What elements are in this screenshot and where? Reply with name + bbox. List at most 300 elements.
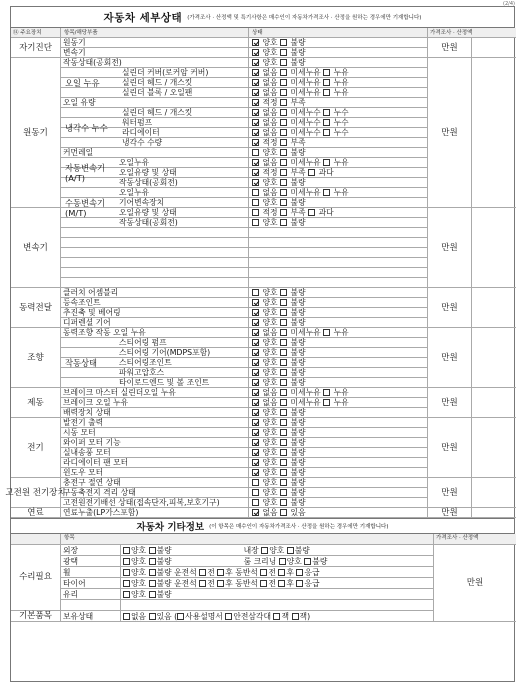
checkbox-exists-r42[interactable] xyxy=(280,509,287,516)
checkbox-none-r42[interactable] xyxy=(252,509,259,516)
checkbox-minor_leak-r30[interactable] xyxy=(280,389,287,396)
checkbox-good-r41[interactable] xyxy=(252,499,259,506)
option-label-proper: 적정 xyxy=(262,168,278,177)
item-r40: 구동축전지 격리 상태 xyxy=(61,488,249,498)
option-label-good: 양호 xyxy=(262,48,278,57)
checkbox-minor_leak-r4[interactable] xyxy=(280,69,287,76)
checkbox-excess-r14[interactable] xyxy=(308,169,315,176)
checkbox-good-r3[interactable] xyxy=(252,59,259,66)
checkbox-good-r34[interactable] xyxy=(252,429,259,436)
option-label-bad: 불량 xyxy=(290,58,306,67)
checkbox-good-r32[interactable] xyxy=(252,409,259,416)
checkbox-none-r31[interactable] xyxy=(252,399,259,406)
checkbox-bad-r36[interactable] xyxy=(280,449,287,456)
item-r39: 충전구 절연 상태 xyxy=(61,478,249,488)
option-label-short: 부족 xyxy=(290,208,306,217)
option-label-minor_leak: 미세누유 xyxy=(290,328,321,337)
status-options xyxy=(249,348,428,358)
checkbox-bad-r37[interactable] xyxy=(280,459,287,466)
option-label-bad: 불량 xyxy=(290,218,306,227)
option-label-exists: 있음 xyxy=(156,612,172,621)
item-r15: 작동상태(공회전) xyxy=(61,178,249,188)
checkbox-good-r1[interactable] xyxy=(252,39,259,46)
option-label-leak: 누유 xyxy=(333,88,349,97)
checkbox-proper-r18[interactable] xyxy=(252,209,259,216)
option-label-minor_seep: 미세누수 xyxy=(290,128,321,137)
status-options xyxy=(249,488,428,498)
option-label-bad: 불량 xyxy=(156,590,172,599)
option-label-bad: 불량 xyxy=(290,488,306,497)
checkbox-proper-r11[interactable] xyxy=(252,139,259,146)
checkbox-good-r2[interactable] xyxy=(252,49,259,56)
spacer-status xyxy=(249,248,428,258)
checkbox-minor_leak-r24[interactable] xyxy=(280,329,287,336)
checkbox-spanner[interactable] xyxy=(292,613,299,620)
option-label-good: 양호 xyxy=(262,178,278,187)
checkbox-bad-r27[interactable] xyxy=(280,359,287,366)
detail-status-table xyxy=(5,28,514,518)
checkbox-good-r26[interactable] xyxy=(252,349,259,356)
checkbox-minor_seep-r10[interactable] xyxy=(280,129,287,136)
cost-extra-hv xyxy=(472,478,516,508)
option-label-bad: 불량 xyxy=(290,288,306,297)
cost-transmission: 만원 xyxy=(428,208,472,288)
option-label-minor_leak: 미세누유 xyxy=(290,388,321,397)
checkbox-leak-r24[interactable] xyxy=(323,329,330,336)
option-label-none: 없음 xyxy=(262,328,278,337)
checkbox-seep-r10[interactable] xyxy=(323,129,330,136)
option-label-short: 부족 xyxy=(290,138,306,147)
option-label-bad: 불량 xyxy=(290,418,306,427)
item-r20: 클러치 어셈블리 xyxy=(61,288,249,298)
checkbox-good-room_clean[interactable] xyxy=(279,558,286,565)
cost-electric: 만원 xyxy=(428,418,472,478)
item-r32: 배력장치 상태 xyxy=(61,408,249,418)
checkbox-good-r28[interactable] xyxy=(252,369,259,376)
option-label-minor_leak: 미세누유 xyxy=(290,68,321,77)
checkbox-rear-tire-passenger[interactable] xyxy=(278,580,285,587)
item-r31: 브레이크 오일 누유 xyxy=(61,398,249,408)
option-label-none: 없음 xyxy=(262,398,278,407)
option-label-good: 양호 xyxy=(262,478,278,487)
item-r21: 등속조인트 xyxy=(61,298,249,308)
checkbox-bad-r39[interactable] xyxy=(280,479,287,486)
option-label-leak: 누유 xyxy=(333,68,349,77)
checkbox-minor_leak-r6[interactable] xyxy=(280,89,287,96)
checkbox-good-r19[interactable] xyxy=(252,219,259,226)
checkbox-good-r39[interactable] xyxy=(252,479,259,486)
checkbox-bad-r32[interactable] xyxy=(280,409,287,416)
checkbox-rear-tire-driver[interactable] xyxy=(217,580,224,587)
item-r8: 실린더 헤드 / 개스킷 xyxy=(61,108,249,118)
option-label-bad: 불량 xyxy=(290,348,306,357)
status-options xyxy=(249,458,428,468)
item-r30: 브레이크 마스터 실린더오일 누유 xyxy=(61,388,249,398)
label-spare: 응급 xyxy=(304,568,320,577)
subgroup-oil_leak: 오일 누유 xyxy=(61,68,121,98)
label-driver-side: 운전석 xyxy=(174,579,197,588)
option-label-good: 양호 xyxy=(131,590,147,599)
cost-extra-selfdiag xyxy=(472,38,516,58)
option-label-none: 없음 xyxy=(262,158,278,167)
status-options xyxy=(249,338,428,348)
item-r7: 오일 유량 xyxy=(61,98,249,108)
option-label-none: 없음 xyxy=(262,388,278,397)
option-label-bad: 불량 xyxy=(290,468,306,477)
option-label-leak: 누유 xyxy=(333,398,349,407)
status-options xyxy=(249,168,428,178)
checkbox-none-r9[interactable] xyxy=(252,119,259,126)
checkbox-minor_leak-r16[interactable] xyxy=(280,189,287,196)
cost-extra-brake xyxy=(472,388,516,418)
status-options xyxy=(249,408,428,418)
option-label-none: 없음 xyxy=(262,68,278,77)
option-label-none: 없음 xyxy=(262,88,278,97)
checkbox-bad-r33[interactable] xyxy=(280,419,287,426)
spacer-item xyxy=(61,228,249,238)
checkbox-good-r12[interactable] xyxy=(252,149,259,156)
checkbox-good-r33[interactable] xyxy=(252,419,259,426)
cost-engine: 만원 xyxy=(428,58,472,208)
label-passenger-side: 동반석 xyxy=(235,568,258,577)
spacer-item xyxy=(61,238,249,248)
checkbox-bad-r28[interactable] xyxy=(280,369,287,376)
option-label-good: 양호 xyxy=(131,557,147,566)
item-r2: 변속기 xyxy=(61,48,249,58)
checkbox-front-wheel-driver[interactable] xyxy=(199,569,206,576)
others-options-wheel xyxy=(121,567,434,578)
others-basic-items: 기본품목 xyxy=(11,611,61,622)
checkbox-good-tire[interactable] xyxy=(123,580,130,587)
status-options xyxy=(249,288,428,298)
checkbox-good-r23[interactable] xyxy=(252,319,259,326)
cost-extra-engine xyxy=(472,58,516,208)
cost-extra-transmission xyxy=(472,208,516,288)
checkbox-bad-r17[interactable] xyxy=(280,199,287,206)
option-label-bad: 불량 xyxy=(290,308,306,317)
subgroup-auto_trans: 자동변속기 (A/T) xyxy=(61,158,121,188)
checkbox-none-r13[interactable] xyxy=(252,159,259,166)
checkbox-retention-exists[interactable] xyxy=(149,613,156,620)
option-label-minor_seep: 미세누수 xyxy=(290,108,321,117)
item-r41: 고전원전기배선 상태(접속단자,피복,보호기구) xyxy=(61,498,249,508)
checkbox-bad-r35[interactable] xyxy=(280,439,287,446)
option-label-bad: 불량 xyxy=(290,458,306,467)
option-label-good: 양호 xyxy=(262,408,278,417)
section-title xyxy=(11,7,514,28)
others-item-exterior: 외장 xyxy=(61,545,121,556)
checkbox-bad-exterior[interactable] xyxy=(149,547,156,554)
option-label-good: 양호 xyxy=(262,58,278,67)
checkbox-bad-wheel[interactable] xyxy=(149,569,156,576)
checkbox-bad-tire[interactable] xyxy=(149,580,156,587)
option-label-proper: 적정 xyxy=(262,208,278,217)
checkbox-short-r11[interactable] xyxy=(280,139,287,146)
cost-hv: 만원 xyxy=(428,478,472,508)
option-label-good: 양호 xyxy=(262,318,278,327)
checkbox-bad-r22[interactable] xyxy=(280,309,287,316)
category-hv: 고전원 전기장치 xyxy=(11,478,61,508)
option-label-good: 양호 xyxy=(262,458,278,467)
checkbox-good-gloss[interactable] xyxy=(123,558,130,565)
item-r9: 워터펌프 xyxy=(61,118,249,128)
item-r19: 작동상태(공회전) xyxy=(61,218,249,228)
checkbox-bad-gloss[interactable] xyxy=(149,558,156,565)
others-options-glass xyxy=(121,589,434,600)
label-manual: 사용설명서 xyxy=(185,612,223,621)
checkbox-good-glass[interactable] xyxy=(123,591,130,598)
status-options xyxy=(249,328,428,338)
option-label-good: 양호 xyxy=(131,546,147,555)
option-label-bad: 불량 xyxy=(290,178,306,187)
status-options xyxy=(249,358,428,368)
option-label-bad: 불량 xyxy=(290,408,306,417)
option-label-minor_leak: 미세누유 xyxy=(290,188,321,197)
checkbox-bad-r19[interactable] xyxy=(280,219,287,226)
checkbox-manual[interactable] xyxy=(177,613,184,620)
checkbox-bad-r15[interactable] xyxy=(280,179,287,186)
status-options xyxy=(249,398,428,408)
item-r29: 타이로드엔드 및 볼 조인트 xyxy=(61,378,249,388)
option-label-good: 양호 xyxy=(262,148,278,157)
others-item-room_clean: 룸 크리닝 xyxy=(243,557,277,566)
checkbox-bad-glass[interactable] xyxy=(149,591,156,598)
detail-status-title: 자동차 세부상태 xyxy=(103,11,183,24)
checkbox-rear-wheel-driver[interactable] xyxy=(217,569,224,576)
label-jack: 잭 xyxy=(281,612,290,621)
checkbox-minor_leak-r13[interactable] xyxy=(280,159,287,166)
item-r4: 실린더 커버(로커암 커버) xyxy=(61,68,249,78)
label-spare: 응급 xyxy=(304,579,320,588)
status-options xyxy=(249,368,428,378)
others-item-wheel: 휠 xyxy=(61,567,121,578)
option-label-exists: 있음 xyxy=(290,508,306,517)
checkbox-none-r6[interactable] xyxy=(252,89,259,96)
status-options xyxy=(249,188,428,198)
option-label-good: 양호 xyxy=(262,418,278,427)
checkbox-good-r29[interactable] xyxy=(252,379,259,386)
checkbox-proper-r7[interactable] xyxy=(252,99,259,106)
option-label-good: 양호 xyxy=(262,378,278,387)
checkbox-bad-r25[interactable] xyxy=(280,339,287,346)
checkbox-bad-r29[interactable] xyxy=(280,379,287,386)
checkbox-none-r4[interactable] xyxy=(252,69,259,76)
checkbox-good-r21[interactable] xyxy=(252,299,259,306)
checkbox-leak-r31[interactable] xyxy=(323,399,330,406)
option-label-bad: 불량 xyxy=(290,368,306,377)
option-label-bad: 불량 xyxy=(290,48,306,57)
checkbox-leak-r4[interactable] xyxy=(323,69,330,76)
subgroup-manual_trans: 수동변속기 (M/T) xyxy=(61,188,121,228)
checkbox-none-r10[interactable] xyxy=(252,129,259,136)
vehicle-detail-form xyxy=(5,6,515,682)
label-driver-side: 운전석 xyxy=(174,568,197,577)
checkbox-leak-r6[interactable] xyxy=(323,89,330,96)
checkbox-minor_leak-r31[interactable] xyxy=(280,399,287,406)
checkbox-minor_leak-r5[interactable] xyxy=(280,79,287,86)
checkbox-good-r27[interactable] xyxy=(252,359,259,366)
checkbox-leak-r16[interactable] xyxy=(323,189,330,196)
checkbox-good-exterior[interactable] xyxy=(123,547,130,554)
checkbox-rear-wheel-passenger[interactable] xyxy=(278,569,285,576)
item-r12: 커먼레일 xyxy=(61,148,249,158)
subgroup-coolant_leak: 냉각수 누수 xyxy=(61,108,121,148)
checkbox-bad-r3[interactable] xyxy=(280,59,287,66)
others-item-retention: 보유상태 xyxy=(61,611,121,622)
checkbox-good-r35[interactable] xyxy=(252,439,259,446)
label-triangle: 안전삼각대 xyxy=(233,612,271,621)
checkbox-none-r30[interactable] xyxy=(252,389,259,396)
status-options xyxy=(249,78,428,88)
checkbox-seep-r9[interactable] xyxy=(323,119,330,126)
checkbox-none-r24[interactable] xyxy=(252,329,259,336)
others-item-glass: 유리 xyxy=(61,589,121,600)
option-label-none: 없음 xyxy=(262,188,278,197)
status-options xyxy=(249,318,428,328)
item-r14: 오일유량 및 상태 xyxy=(61,168,249,178)
option-label-short: 부족 xyxy=(290,98,306,107)
option-label-none: 없음 xyxy=(131,612,147,621)
checkbox-leak-r13[interactable] xyxy=(323,159,330,166)
checkbox-bad-r41[interactable] xyxy=(280,499,287,506)
checkbox-good-r17[interactable] xyxy=(252,199,259,206)
others-header-cost: 가격조사 · 산정액 xyxy=(434,534,516,545)
checkbox-bad-r26[interactable] xyxy=(280,349,287,356)
checkbox-bad-r34[interactable] xyxy=(280,429,287,436)
checkbox-bad-r1[interactable] xyxy=(280,39,287,46)
option-label-leak: 누유 xyxy=(333,188,349,197)
checkbox-good-r36[interactable] xyxy=(252,449,259,456)
checkbox-bad-r12[interactable] xyxy=(280,149,287,156)
checkbox-bad-r2[interactable] xyxy=(280,49,287,56)
option-label-bad: 불량 xyxy=(290,298,306,307)
option-label-leak: 누유 xyxy=(333,388,349,397)
label-front: 전 xyxy=(207,568,215,577)
option-label-bad: 불량 xyxy=(290,358,306,367)
cost-selfdiag: 만원 xyxy=(428,38,472,58)
checkbox-short-r18[interactable] xyxy=(280,209,287,216)
checkbox-proper-r14[interactable] xyxy=(252,169,259,176)
spacer-status xyxy=(249,238,428,248)
checkbox-good-wheel[interactable] xyxy=(123,569,130,576)
checkbox-short-r7[interactable] xyxy=(280,99,287,106)
checkbox-spare-tire[interactable] xyxy=(296,580,303,587)
item-r17: 기어변속장치 xyxy=(61,198,249,208)
option-label-seep: 누수 xyxy=(333,108,349,117)
checkbox-bad-r23[interactable] xyxy=(280,319,287,326)
checkbox-bad-room_clean[interactable] xyxy=(304,558,311,565)
checkbox-leak-r5[interactable] xyxy=(323,79,330,86)
checkbox-good-r22[interactable] xyxy=(252,309,259,316)
checkbox-good-r38[interactable] xyxy=(252,469,259,476)
checkbox-short-r14[interactable] xyxy=(280,169,287,176)
option-label-good: 양호 xyxy=(262,368,278,377)
option-label-bad: 불량 xyxy=(290,378,306,387)
checkbox-front-wheel-passenger[interactable] xyxy=(260,569,267,576)
checkbox-good-r37[interactable] xyxy=(252,459,259,466)
status-options xyxy=(249,418,428,428)
option-label-good: 양호 xyxy=(262,288,278,297)
item-r37: 라디에이터 팬 모터 xyxy=(61,458,249,468)
option-label-leak: 누유 xyxy=(333,78,349,87)
checkbox-bad-interior[interactable] xyxy=(287,547,294,554)
checkbox-bad-r38[interactable] xyxy=(280,469,287,476)
item-r18: 오일유량 및 상태 xyxy=(61,208,249,218)
others-header-item: 항목 xyxy=(61,534,434,545)
checkbox-minor_seep-r8[interactable] xyxy=(280,109,287,116)
option-label-good: 양호 xyxy=(262,218,278,227)
others-options-gloss xyxy=(121,556,434,567)
category-power: 동력전달 xyxy=(11,288,61,328)
status-options xyxy=(249,468,428,478)
option-label-proper: 적정 xyxy=(262,98,278,107)
other-info-table xyxy=(11,534,514,622)
checkbox-good-r15[interactable] xyxy=(252,179,259,186)
others-item-gloss: 광택 xyxy=(61,556,121,567)
checkbox-none-r5[interactable] xyxy=(252,79,259,86)
spacer-item xyxy=(61,278,249,288)
label-rear: 후 xyxy=(225,568,233,577)
option-label-bad: 불량 xyxy=(312,557,328,566)
checkbox-bad-r20[interactable] xyxy=(280,289,287,296)
spacer-status xyxy=(249,258,428,268)
checkbox-good-r20[interactable] xyxy=(252,289,259,296)
checkbox-minor_seep-r9[interactable] xyxy=(280,119,287,126)
checkbox-excess-r18[interactable] xyxy=(308,209,315,216)
page-number: (2/4) xyxy=(503,1,515,7)
option-label-seep: 누수 xyxy=(333,118,349,127)
option-label-good: 양호 xyxy=(131,579,147,588)
option-label-minor_seep: 미세누수 xyxy=(290,118,321,127)
label-passenger-side: 동반석 xyxy=(235,579,258,588)
checkbox-front-tire-driver[interactable] xyxy=(199,580,206,587)
status-options xyxy=(249,508,428,518)
option-label-none: 없음 xyxy=(262,118,278,127)
item-r1: 원동기 xyxy=(61,38,249,48)
checkbox-jack[interactable] xyxy=(273,613,280,620)
option-label-good: 양호 xyxy=(262,38,278,47)
option-label-none: 없음 xyxy=(262,78,278,87)
checkbox-spare-wheel[interactable] xyxy=(296,569,303,576)
status-options xyxy=(249,38,428,48)
status-options xyxy=(249,158,428,168)
checkbox-good-r25[interactable] xyxy=(252,339,259,346)
option-label-bad: 불량 xyxy=(156,568,172,577)
checkbox-seep-r8[interactable] xyxy=(323,109,330,116)
status-options xyxy=(249,138,428,148)
status-options xyxy=(249,88,428,98)
checkbox-triangle[interactable] xyxy=(225,613,232,620)
checkbox-good-interior[interactable] xyxy=(261,547,268,554)
header-cost: 가격조사 · 산정액 xyxy=(428,28,516,38)
checkbox-bad-r21[interactable] xyxy=(280,299,287,306)
category-brake: 제동 xyxy=(11,388,61,418)
checkbox-leak-r30[interactable] xyxy=(323,389,330,396)
item-r16: 오일누유 xyxy=(61,188,249,198)
checkbox-good-r40[interactable] xyxy=(252,489,259,496)
checkbox-front-tire-passenger[interactable] xyxy=(260,580,267,587)
option-label-bad: 불량 xyxy=(290,498,306,507)
option-label-good: 양호 xyxy=(262,468,278,477)
status-options xyxy=(249,218,428,228)
option-label-bad: 불량 xyxy=(294,546,310,555)
checkbox-none-r8[interactable] xyxy=(252,109,259,116)
checkbox-bad-r40[interactable] xyxy=(280,489,287,496)
checkbox-none-r16[interactable] xyxy=(252,189,259,196)
checkbox-retention-none[interactable] xyxy=(123,613,130,620)
option-label-good: 양호 xyxy=(262,308,278,317)
cost-extra-steering xyxy=(472,328,516,388)
